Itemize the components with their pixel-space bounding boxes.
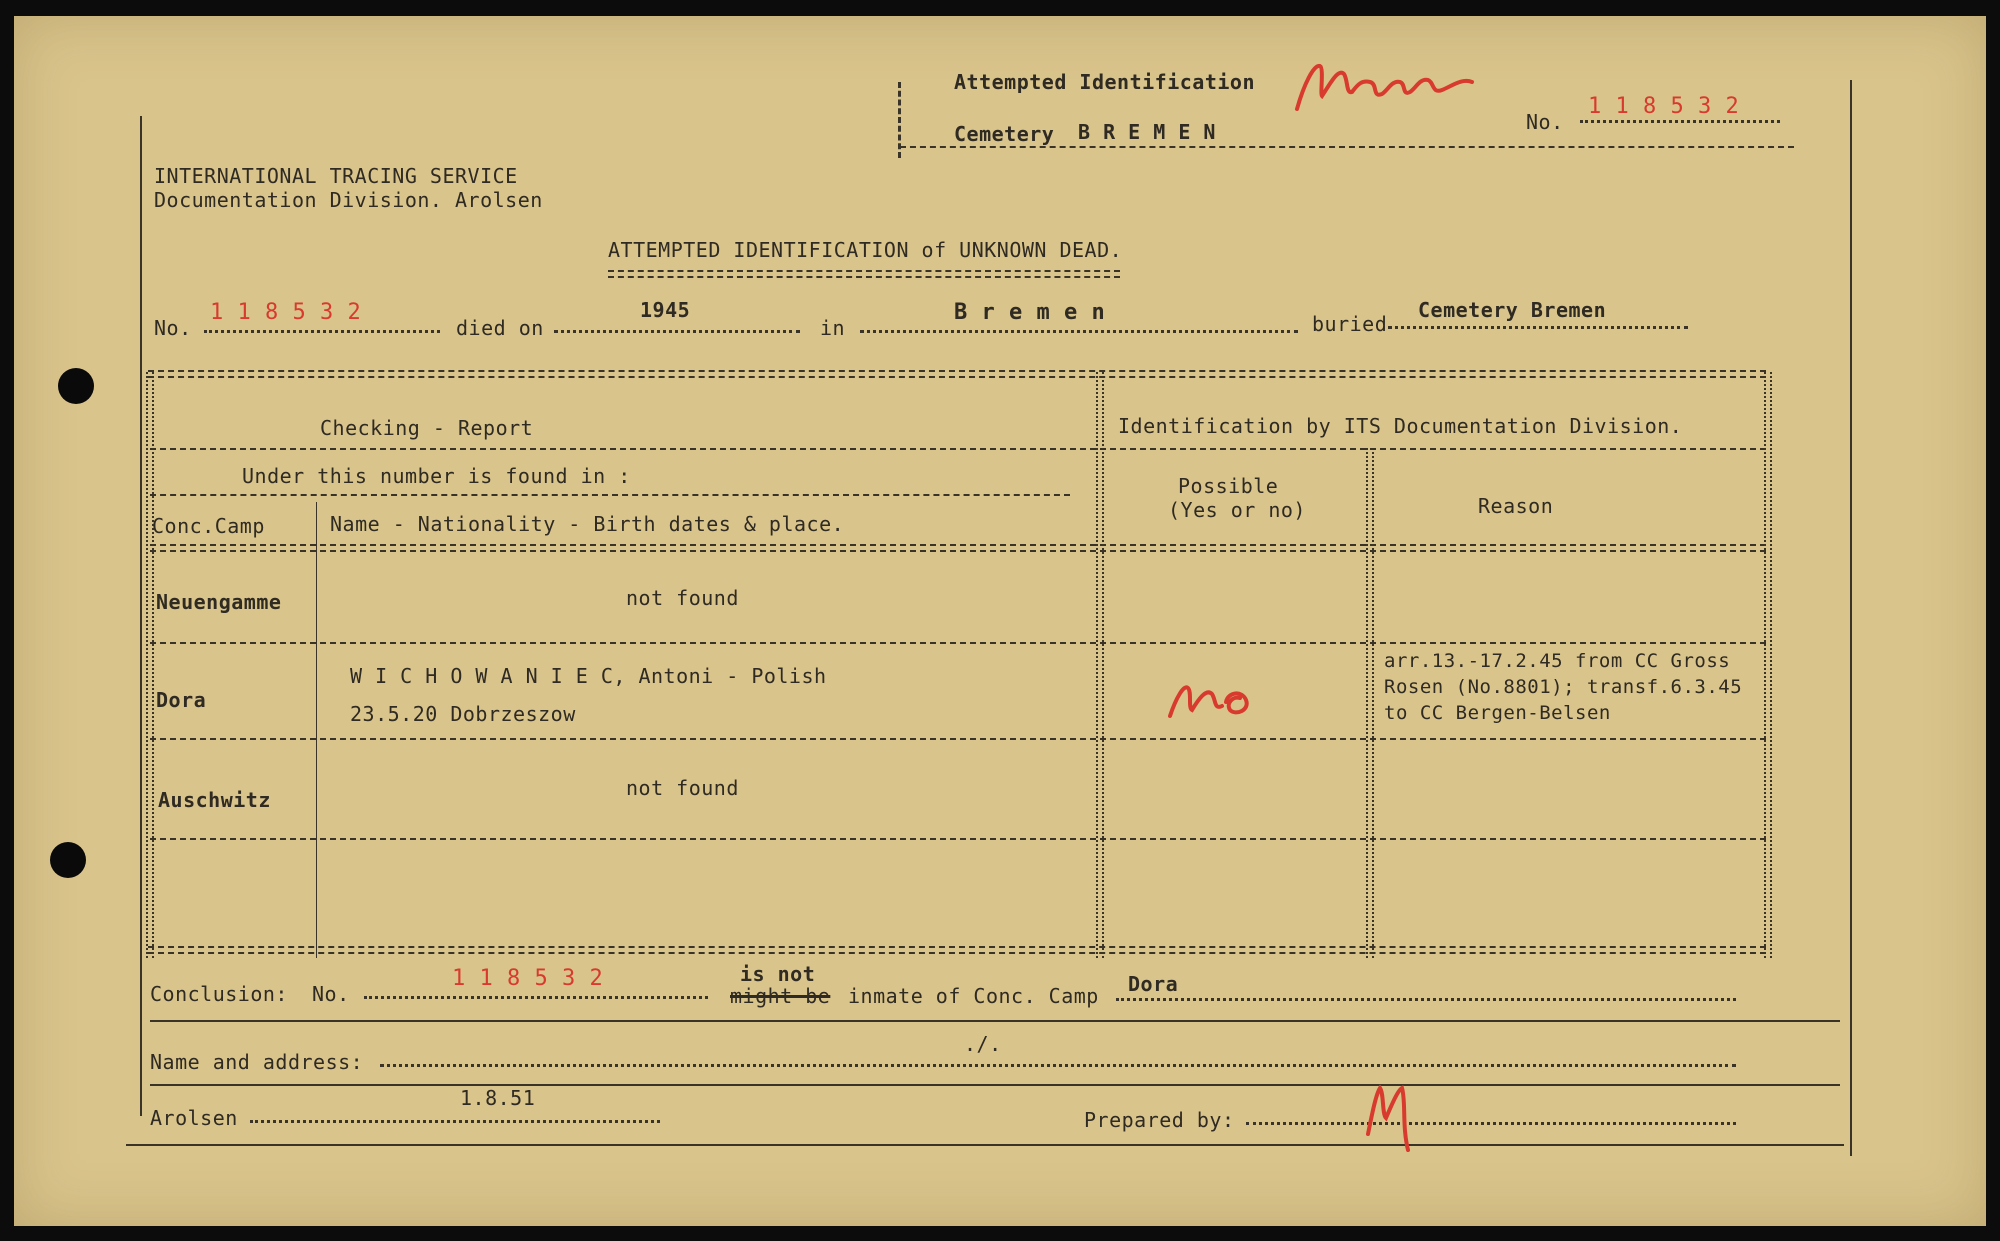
name-address-divider [150,1084,1840,1086]
identification-header: Identification by ITS Documentation Division. [1118,414,1683,438]
buried-dots [1388,326,1688,329]
died-on-value: 1945 [640,298,691,322]
footer-place-label: Arolsen [150,1106,238,1130]
footer-date-value: 1.8.51 [460,1086,536,1110]
column-header-divider [150,544,1766,552]
attempted-identification-label: Attempted Identification [954,70,1255,94]
buried-value: Cemetery Bremen [1418,298,1607,322]
row-3-name: not found [626,776,739,800]
header-box-bottom [900,146,1794,148]
buried-label: buried [1312,312,1388,336]
prepared-by-dots [1246,1122,1736,1125]
conclusion-camp-value: Dora [1128,972,1179,996]
in-dots [860,330,1298,333]
name-address-label: Name and address: [150,1050,364,1074]
in-label: in [820,316,846,340]
punch-hole-top [58,368,94,404]
org-line-1: INTERNATIONAL TRACING SERVICE [154,164,518,188]
header-no-label: No. [1526,110,1564,134]
footer-date-dots [250,1120,660,1123]
page-title: ATTEMPTED IDENTIFICATION of UNKNOWN DEAD. [608,238,1123,262]
prepared-by-label: Prepared by: [1084,1108,1235,1132]
row-2-reason-line-3: to CC Bergen-Belsen [1384,702,1611,724]
died-on-label: died on [456,316,544,340]
table-mid-border [1096,372,1104,958]
row-2-reason-line-1: arr.13.-17.2.45 from CC Gross [1384,650,1731,672]
org-line-2: Documentation Division. Arolsen [154,188,543,212]
row-2-camp: Dora [156,688,207,712]
under-number-divider [150,494,1070,496]
row-1-camp: Neuengamme [156,590,282,614]
table-right-border [1764,372,1772,958]
handwritten-none-annotation [1292,54,1492,124]
name-address-value: ./. [964,1032,1002,1056]
frame-bottom-line [126,1144,1844,1146]
conclusion-divider [150,1020,1840,1022]
header-no-value: 1 1 8 5 3 2 [1588,94,1740,119]
under-number-text: Under this number is found in : [242,464,631,488]
row-2-divider [150,738,1766,740]
frame-right-line [1850,80,1852,1156]
conclusion-inmate-text: inmate of Conc. Camp [848,984,1099,1008]
cemetery-value: B R E M E N [1078,120,1216,144]
conclusion-no-dots [364,996,708,999]
handwritten-no-answer [1166,676,1266,726]
conclusion-no-label: No. [312,982,350,1006]
name-address-dots [380,1064,1736,1067]
col-reason-header: Reason [1478,494,1554,518]
frame-left-line [140,116,142,1116]
header-no-dots [1580,120,1780,123]
checking-report-header: Checking - Report [320,416,534,440]
row-2-name-line-1: W I C H O W A N I E C, Antoni - Polish [350,664,827,688]
conclusion-no-value: 1 1 8 5 3 2 [452,966,604,991]
in-value: B r e m e n [954,300,1106,325]
col-possible-header-2: (Yes or no) [1168,498,1306,522]
table-camp-name-divider [316,502,317,958]
died-on-dots [554,330,800,333]
row-2-name-line-2: 23.5.20 Dobrzeszow [350,702,576,726]
record-no-value: 1 1 8 5 3 2 [210,300,362,325]
record-no-dots [204,330,440,333]
document-card [14,16,1986,1226]
header-row-divider [150,448,1766,450]
table-top-border [148,370,1766,378]
table-left-border [146,372,154,958]
record-no-label: No. [154,316,192,340]
conclusion-camp-dots [1116,998,1736,1001]
row-2-reason-line-2: Rosen (No.8801); transf.6.3.45 [1384,676,1743,698]
table-bottom-border [148,946,1766,954]
title-underline [608,270,1120,278]
conclusion-struck-text: might be [730,984,831,1008]
col-camp-header: Conc.Camp [152,514,265,538]
table-possible-reason-border [1366,448,1374,958]
conclusion-label: Conclusion: [150,982,288,1006]
conclusion-is-not: is not [740,962,816,986]
row-1-divider [150,642,1766,644]
row-1-name: not found [626,586,739,610]
row-3-camp: Auschwitz [158,788,271,812]
handwritten-initial-signature [1362,1074,1422,1154]
punch-hole-bottom [50,842,86,878]
cemetery-label: Cemetery [954,122,1055,146]
col-name-header: Name - Nationality - Birth dates & place. [330,512,845,536]
row-3-divider [150,838,1766,840]
col-possible-header-1: Possible [1178,474,1279,498]
